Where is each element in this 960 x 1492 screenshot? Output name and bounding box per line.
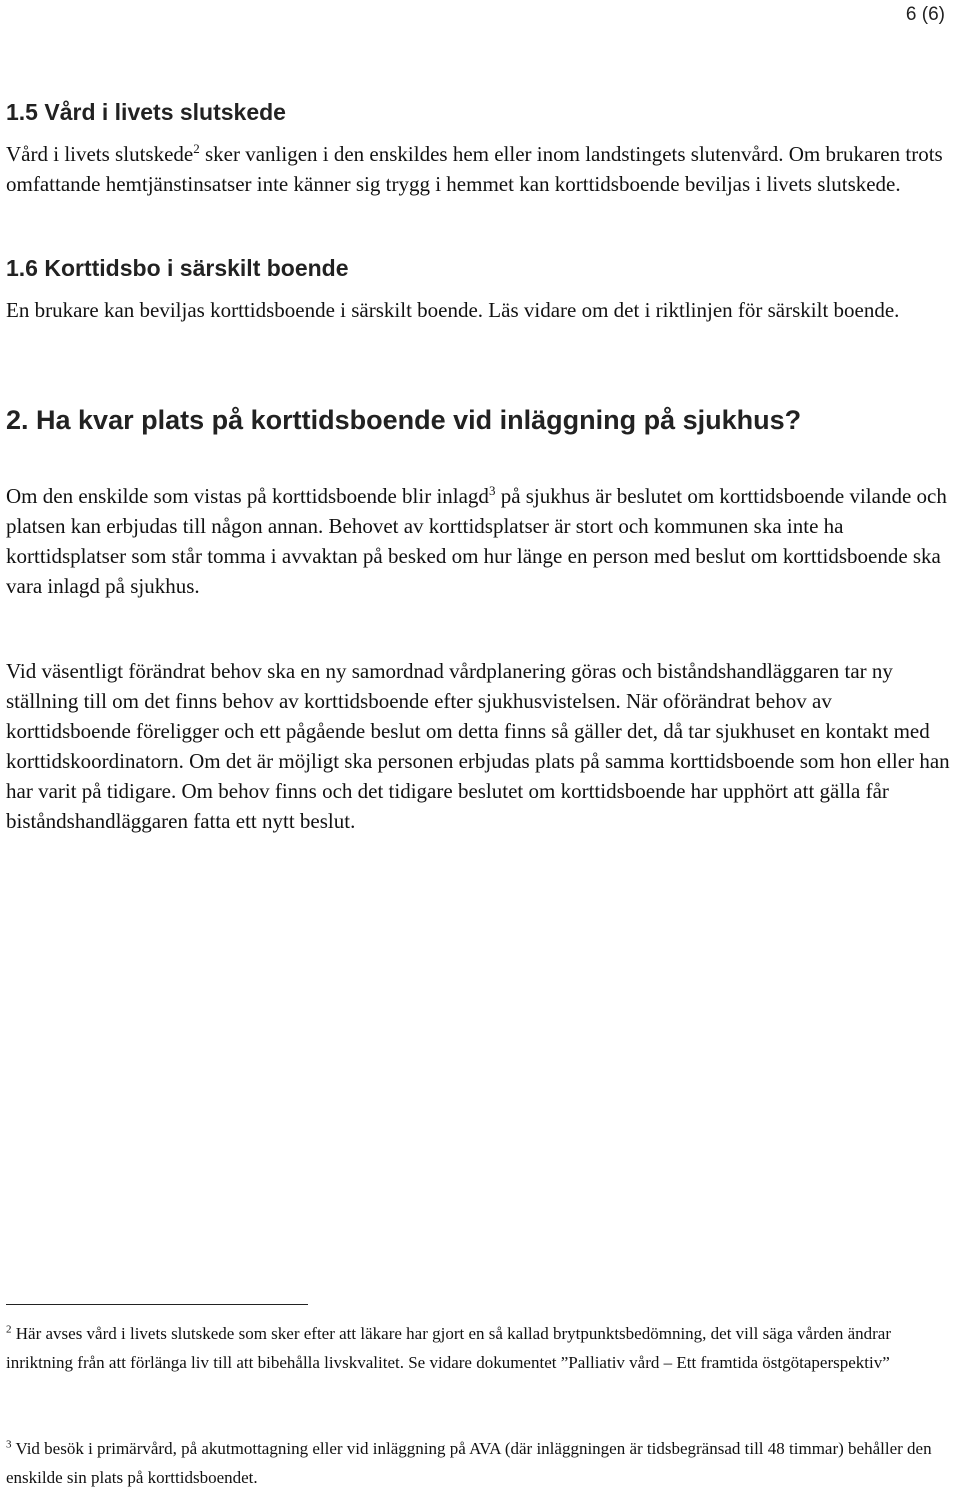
footnote-2-text: Här avses vård i livets slutskede som sker efter att läkare har gjort en så kallad brytpunktsbedömning, det vill säga vården ändrar inriktning från att förlänga liv till att bibehålla livskvalitet. Se vidare dokumentet ”Palliativ vård – Ett framtida östgötaperspektiv” (6, 1324, 891, 1372)
section-2-paragraph-2: Vid väsentligt förändrat behov ska en ny samordnad vårdplanering göras och biståndshandläggaren tar ny ställning till om det finns behov av korttidsboende efter sjukhusvistelsen. När oförändrat behov av korttidsboende föreligger och ett pågående beslut om detta finns så gäller det, då tar sjukhuset en kontakt med korttidskoordinatorn. Om det är möjligt ska personen erbjudas plats på samma korttidsboende som hon eller han har varit på tidigare. Om behov finns och det tidigare beslutet om korttidsboende har upphört att gälla får biståndshandläggaren fatta ett nytt beslut. (6, 659, 950, 833)
section-1-5-text-start: Vård i livets slutskede (6, 142, 194, 166)
section-1-5-text-end: sker vanligen i den enskildes hem eller inom landstingets slutenvård. Om brukaren trots omfattande hemtjänstinsatser inte känner sig trygg i hemmet kan korttidsboende beviljas i livets slutskede. (6, 142, 943, 196)
footnote-2-number: 2 (6, 1323, 12, 1336)
section-heading-1-5: 1.5 Vård i livets slutskede (6, 99, 286, 125)
footnote-3-text: Vid besök i primärvård, på akutmottagning eller vid inläggning på AVA (där inläggningen är tidsbegränsad till 48 timmar) behåller den enskilde sin plats på korttidsboendet. (6, 1439, 932, 1487)
footnote-3 (6, 1434, 956, 1492)
section-1-6-paragraph: En brukare kan beviljas korttidsboende i särskilt boende. Läs vidare om det i riktlinjen för särskilt boende. (6, 298, 900, 322)
section-heading-2: 2. Ha kvar plats på korttidsboende vid inläggning på sjukhus? (6, 405, 802, 435)
footnote-3-number: 3 (6, 1438, 12, 1451)
section-1-5-paragraph (6, 139, 956, 199)
footnote-ref-2: 2 (193, 141, 200, 156)
section-2-p1-text-start: Om den enskilde som vistas på korttidsboende blir inlagd (6, 484, 489, 508)
footnote-ref-3: 3 (488, 483, 496, 498)
footnote-2 (6, 1319, 956, 1377)
page-number: 6 (6) (905, 4, 945, 25)
footnote-separator (6, 1304, 308, 1305)
section-heading-1-6: 1.6 Korttidsbo i särskilt boende (6, 255, 349, 281)
section-2-p1-text-end: på sjukhus är beslutet om korttidsboende vilande och platsen kan erbjudas till någon annan. Behovet av korttidsplatser är stort och kommunen ska inte ha korttidsplatser som står tomma i avvaktan på besked om hur länge en person med beslut om korttidsboende ska vara inlagd på sjukhus. (6, 484, 947, 598)
section-2-paragraph-1 (6, 481, 956, 601)
